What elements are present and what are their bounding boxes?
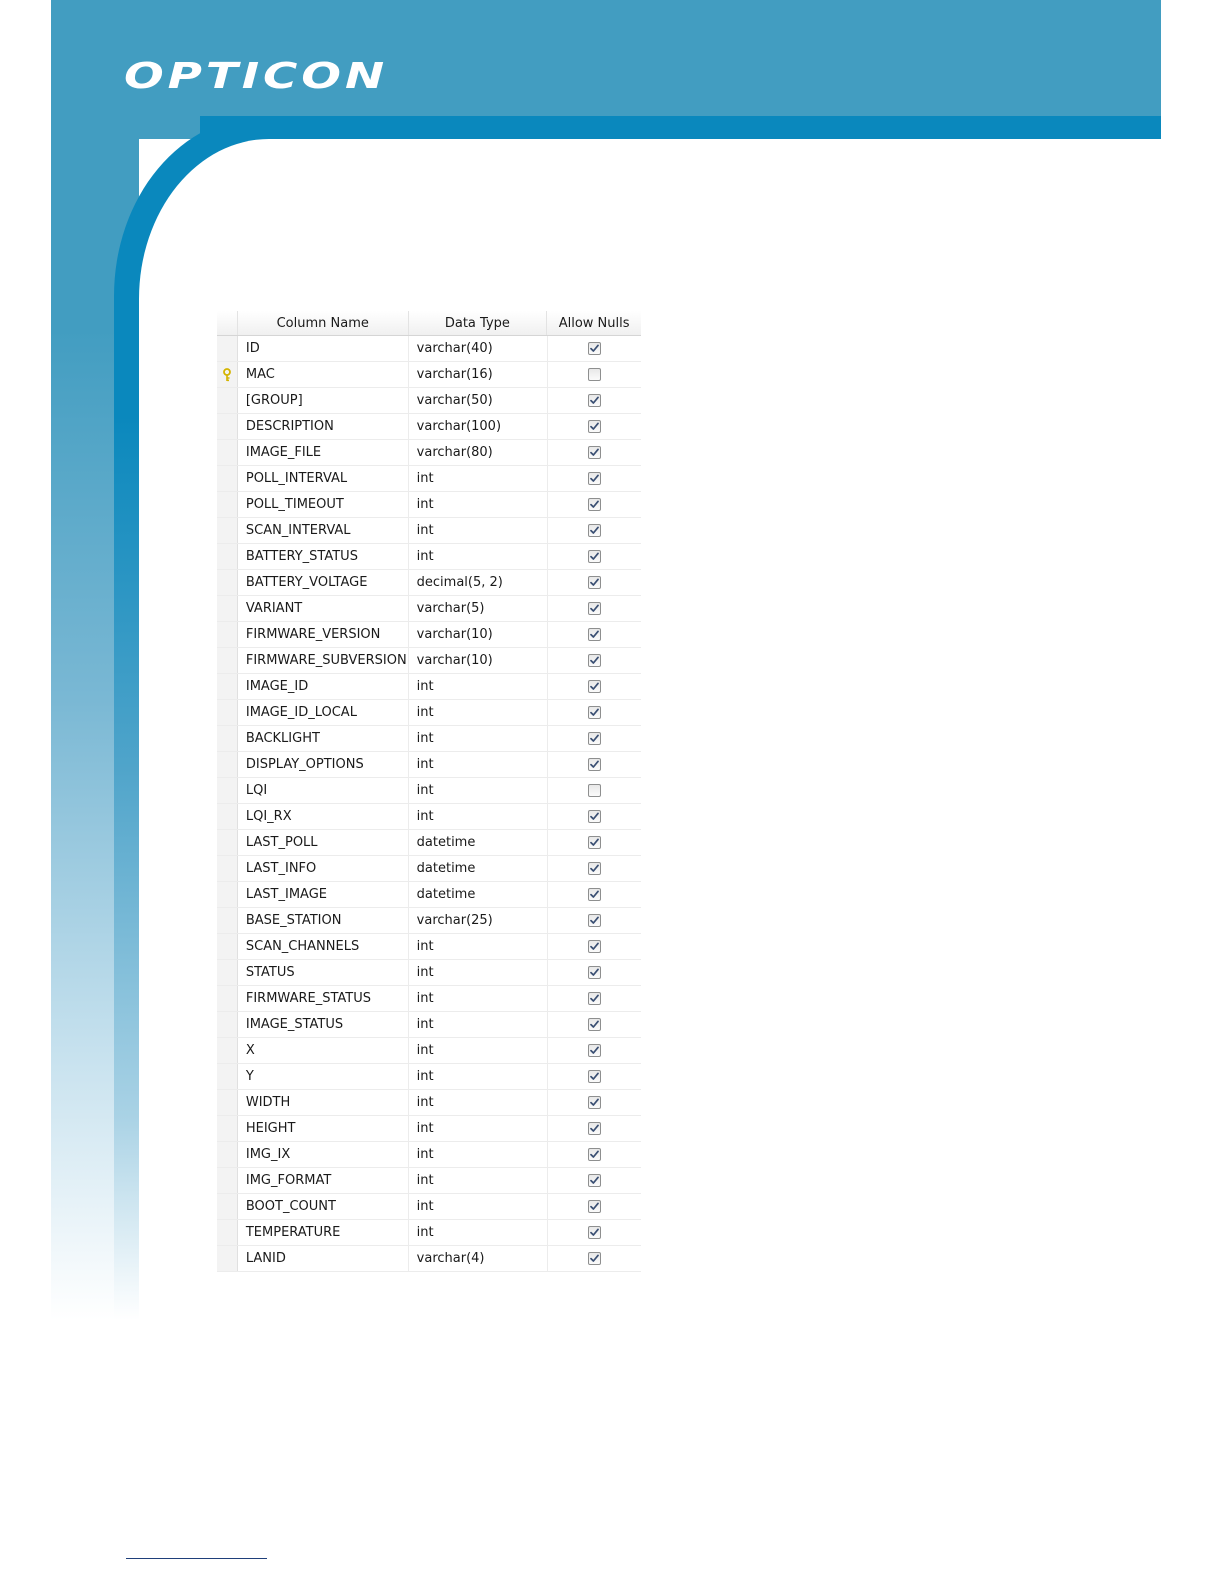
row-selector[interactable] [217,778,238,803]
data-type-cell[interactable]: int [409,1116,548,1141]
check-mark-icon [590,422,599,431]
row-selector[interactable] [217,1168,238,1193]
allow-nulls-checkbox[interactable] [588,1070,601,1083]
table-row[interactable] [217,804,641,830]
allow-nulls-cell [548,1168,641,1193]
data-type-cell[interactable]: int [409,752,548,777]
data-type-cell[interactable]: int [409,986,548,1011]
allow-nulls-cell [548,804,641,829]
table-row[interactable] [217,414,641,440]
check-mark-icon [590,994,599,1003]
column-name-cell[interactable]: LAST_IMAGE [238,882,409,907]
row-selector[interactable] [217,414,238,439]
check-mark-icon [590,526,599,535]
allow-nulls-checkbox[interactable] [588,602,601,615]
allow-nulls-cell [548,882,641,907]
data-type-cell[interactable]: varchar(10) [409,648,548,673]
table-row[interactable] [217,1142,641,1168]
table-row[interactable] [217,570,641,596]
column-name-cell[interactable]: IMG_IX [238,1142,409,1167]
row-selector[interactable] [217,362,238,387]
allow-nulls-cell [548,414,641,439]
check-mark-icon [590,682,599,691]
column-name-cell[interactable]: Y [238,1064,409,1089]
allow-nulls-checkbox[interactable] [588,1226,601,1239]
allow-nulls-checkbox[interactable] [588,446,601,459]
table-row[interactable] [217,492,641,518]
allow-nulls-checkbox[interactable] [588,1044,601,1057]
allow-nulls-checkbox[interactable] [588,784,601,797]
allow-nulls-cell [548,1064,641,1089]
check-mark-icon [590,968,599,977]
row-selector[interactable] [217,752,238,777]
table-row[interactable] [217,466,641,492]
allow-nulls-cell [548,960,641,985]
column-name-cell[interactable]: BATTERY_VOLTAGE [238,570,409,595]
data-type-cell[interactable]: datetime [409,856,548,881]
data-type-cell[interactable]: int [409,1194,548,1219]
column-name-cell[interactable]: IMAGE_FILE [238,440,409,465]
column-name-cell[interactable]: SCAN_INTERVAL [238,518,409,543]
allow-nulls-cell [548,986,641,1011]
row-selector[interactable] [217,934,238,959]
table-row[interactable] [217,362,641,388]
column-name-cell[interactable]: VARIANT [238,596,409,621]
data-type-cell[interactable]: int [409,466,548,491]
check-mark-icon [590,1254,599,1263]
allow-nulls-cell [548,336,641,361]
allow-nulls-checkbox[interactable] [588,472,601,485]
data-type-cell[interactable]: varchar(10) [409,622,548,647]
row-selector[interactable] [217,830,238,855]
allow-nulls-cell [548,648,641,673]
column-name-cell[interactable]: DISPLAY_OPTIONS [238,752,409,777]
row-selector[interactable] [217,440,238,465]
table-row[interactable] [217,388,641,414]
allow-nulls-checkbox[interactable] [588,680,601,693]
data-type-cell[interactable]: varchar(5) [409,596,548,621]
table-row[interactable] [217,1064,641,1090]
data-type-header[interactable]: Data Type [409,311,548,335]
row-selector[interactable] [217,466,238,491]
column-name-cell[interactable]: LQI [238,778,409,803]
check-mark-icon [590,760,599,769]
allow-nulls-checkbox[interactable] [588,940,601,953]
check-mark-icon [590,604,599,613]
allow-nulls-cell [548,362,641,387]
primary-key-icon [222,368,232,382]
row-selector[interactable] [217,1116,238,1141]
allow-nulls-checkbox[interactable] [588,706,601,719]
grid-header [217,311,641,336]
data-type-cell[interactable]: int [409,492,548,517]
table-row[interactable] [217,1090,641,1116]
grid-body [217,336,641,1272]
data-type-cell[interactable]: int [409,544,548,569]
check-mark-icon [590,838,599,847]
check-mark-icon [590,578,599,587]
check-mark-icon [590,656,599,665]
column-name-cell[interactable]: POLL_INTERVAL [238,466,409,491]
allow-nulls-checkbox[interactable] [588,1096,601,1109]
row-selector[interactable] [217,1012,238,1037]
allow-nulls-checkbox[interactable] [588,888,601,901]
header-stripe [200,116,1161,139]
allow-nulls-checkbox[interactable] [588,966,601,979]
allow-nulls-checkbox[interactable] [588,628,601,641]
data-type-cell[interactable]: varchar(50) [409,388,548,413]
data-type-cell[interactable]: int [409,1090,548,1115]
table-row[interactable] [217,336,641,362]
row-selector[interactable] [217,960,238,985]
column-name-cell[interactable]: IMAGE_STATUS [238,1012,409,1037]
table-row[interactable] [217,622,641,648]
allow-nulls-cell [548,1090,641,1115]
allow-nulls-checkbox[interactable] [588,498,601,511]
column-name-header[interactable]: Column Name [238,311,409,335]
data-type-cell[interactable]: int [409,778,548,803]
check-mark-icon [590,890,599,899]
column-name-cell[interactable]: LAST_INFO [238,856,409,881]
allow-nulls-cell [548,934,641,959]
allow-nulls-checkbox[interactable] [588,836,601,849]
data-type-cell[interactable]: varchar(4) [409,1246,548,1271]
table-row[interactable] [217,882,641,908]
column-name-cell[interactable]: [GROUP] [238,388,409,413]
check-mark-icon [590,1150,599,1159]
row-selector[interactable] [217,700,238,725]
column-name-cell[interactable]: X [238,1038,409,1063]
allow-nulls-cell [548,466,641,491]
allow-nulls-checkbox[interactable] [588,1174,601,1187]
table-row[interactable] [217,596,641,622]
header-selector-cell [217,311,238,335]
check-mark-icon [590,1020,599,1029]
allow-nulls-cell [548,1220,641,1245]
row-selector[interactable] [217,1038,238,1063]
check-mark-icon [590,1176,599,1185]
row-selector[interactable] [217,804,238,829]
column-name-cell[interactable]: BACKLIGHT [238,726,409,751]
table-row[interactable] [217,544,641,570]
check-mark-icon [590,474,599,483]
allow-nulls-checkbox[interactable] [588,524,601,537]
column-name-cell[interactable]: IMAGE_ID_LOCAL [238,700,409,725]
table-row[interactable] [217,934,641,960]
data-type-cell[interactable]: datetime [409,882,548,907]
row-selector[interactable] [217,1142,238,1167]
check-mark-icon [590,916,599,925]
row-selector[interactable] [217,1194,238,1219]
row-selector[interactable] [217,622,238,647]
check-mark-icon [590,500,599,509]
allow-nulls-checkbox[interactable] [588,420,601,433]
table-row[interactable] [217,1116,641,1142]
data-type-cell[interactable]: varchar(80) [409,440,548,465]
opticon-logo: OPTICON [124,56,389,97]
check-mark-icon [590,1202,599,1211]
row-selector[interactable] [217,1246,238,1271]
table-row[interactable] [217,726,641,752]
table-row[interactable] [217,674,641,700]
row-selector[interactable] [217,596,238,621]
data-type-cell[interactable]: datetime [409,830,548,855]
allow-nulls-checkbox[interactable] [588,992,601,1005]
column-name-cell[interactable]: BASE_STATION [238,908,409,933]
column-name-cell[interactable]: DESCRIPTION [238,414,409,439]
column-name-cell[interactable]: IMG_FORMAT [238,1168,409,1193]
column-name-cell[interactable]: WIDTH [238,1090,409,1115]
row-selector[interactable] [217,986,238,1011]
table-row[interactable] [217,1012,641,1038]
check-mark-icon [590,396,599,405]
allow-nulls-cell [548,388,641,413]
allow-nulls-cell [548,726,641,751]
table-row[interactable] [217,700,641,726]
row-selector[interactable] [217,648,238,673]
data-type-cell[interactable]: int [409,1038,548,1063]
data-type-cell[interactable]: int [409,1064,548,1089]
column-name-cell[interactable]: POLL_TIMEOUT [238,492,409,517]
check-mark-icon [590,1072,599,1081]
allow-nulls-cell [548,908,641,933]
check-mark-icon [590,552,599,561]
table-row[interactable] [217,960,641,986]
allow-nulls-checkbox[interactable] [588,1252,601,1265]
allow-nulls-checkbox[interactable] [588,550,601,563]
allow-nulls-checkbox[interactable] [588,732,601,745]
allow-nulls-cell [548,570,641,595]
allow-nulls-cell [548,1116,641,1141]
allow-nulls-checkbox[interactable] [588,654,601,667]
table-row[interactable] [217,1168,641,1194]
table-row[interactable] [217,856,641,882]
data-type-cell[interactable]: varchar(40) [409,336,548,361]
table-row[interactable] [217,1194,641,1220]
column-name-cell[interactable]: SCAN_CHANNELS [238,934,409,959]
data-type-cell[interactable]: int [409,700,548,725]
allow-nulls-checkbox[interactable] [588,914,601,927]
table-row[interactable] [217,440,641,466]
table-row[interactable] [217,1038,641,1064]
check-mark-icon [590,1124,599,1133]
check-mark-icon [590,344,599,353]
column-name-cell[interactable]: FIRMWARE_STATUS [238,986,409,1011]
row-selector[interactable] [217,1064,238,1089]
table-row[interactable] [217,752,641,778]
column-name-cell[interactable]: IMAGE_ID [238,674,409,699]
allow-nulls-cell [548,622,641,647]
row-selector[interactable] [217,336,238,361]
allow-nulls-cell [548,1142,641,1167]
check-mark-icon [590,1098,599,1107]
allow-nulls-checkbox[interactable] [588,1018,601,1031]
allow-nulls-checkbox[interactable] [588,862,601,875]
table-row[interactable] [217,778,641,804]
row-selector[interactable] [217,570,238,595]
check-mark-icon [590,630,599,639]
data-type-cell[interactable]: int [409,674,548,699]
allow-nulls-cell [548,492,641,517]
allow-nulls-checkbox[interactable] [588,758,601,771]
check-mark-icon [590,1046,599,1055]
row-selector[interactable] [217,856,238,881]
allow-nulls-cell [548,830,641,855]
row-selector[interactable] [217,388,238,413]
allow-nulls-cell [548,752,641,777]
data-type-cell[interactable]: int [409,960,548,985]
allow-nulls-checkbox[interactable] [588,394,601,407]
data-type-cell[interactable]: varchar(100) [409,414,548,439]
table-row[interactable] [217,1246,641,1272]
data-type-cell[interactable]: varchar(16) [409,362,548,387]
allow-nulls-cell [548,1038,641,1063]
check-mark-icon [590,448,599,457]
table-row[interactable] [217,908,641,934]
data-type-cell[interactable]: int [409,804,548,829]
column-name-cell[interactable]: BATTERY_STATUS [238,544,409,569]
row-selector[interactable] [217,726,238,751]
row-selector[interactable] [217,492,238,517]
row-selector[interactable] [217,1220,238,1245]
column-name-cell[interactable]: FIRMWARE_VERSION [238,622,409,647]
allow-nulls-cell [548,1246,641,1271]
table-row[interactable] [217,830,641,856]
check-mark-icon [590,942,599,951]
allow-nulls-checkbox[interactable] [588,1148,601,1161]
row-selector[interactable] [217,544,238,569]
data-type-cell[interactable]: int [409,934,548,959]
column-name-cell[interactable]: LQI_RX [238,804,409,829]
column-name-cell[interactable]: ID [238,336,409,361]
column-name-cell[interactable]: LAST_POLL [238,830,409,855]
table-row[interactable] [217,986,641,1012]
allow-nulls-cell [548,700,641,725]
footer-rule [126,1558,267,1559]
data-type-cell[interactable]: int [409,1220,548,1245]
allow-nulls-header[interactable]: Allow Nulls [558,315,630,331]
check-mark-icon [590,1228,599,1237]
allow-nulls-cell [548,856,641,881]
allow-nulls-cell [548,674,641,699]
allow-nulls-cell [548,596,641,621]
column-name-cell[interactable]: LANID [238,1246,409,1271]
allow-nulls-checkbox[interactable] [588,368,601,381]
column-name-cell[interactable]: FIRMWARE_SUBVERSION [238,648,409,673]
column-name-cell[interactable]: STATUS [238,960,409,985]
row-selector[interactable] [217,882,238,907]
row-selector[interactable] [217,518,238,543]
allow-nulls-cell [548,440,641,465]
row-selector[interactable] [217,908,238,933]
data-type-cell[interactable]: int [409,1012,548,1037]
allow-nulls-cell [548,544,641,569]
allow-nulls-cell [548,1012,641,1037]
allow-nulls-checkbox[interactable] [588,1122,601,1135]
check-mark-icon [590,864,599,873]
column-name-cell[interactable]: TEMPERATURE [238,1220,409,1245]
table-row[interactable] [217,648,641,674]
data-type-cell[interactable]: varchar(25) [409,908,548,933]
row-selector[interactable] [217,1090,238,1115]
check-mark-icon [590,734,599,743]
column-name-cell[interactable]: MAC [238,362,409,387]
column-name-cell[interactable]: BOOT_COUNT [238,1194,409,1219]
column-name-cell[interactable]: HEIGHT [238,1116,409,1141]
allow-nulls-checkbox[interactable] [588,342,601,355]
data-type-cell[interactable]: int [409,726,548,751]
check-mark-icon [590,708,599,717]
allow-nulls-checkbox[interactable] [588,576,601,589]
allow-nulls-checkbox[interactable] [588,1200,601,1213]
allow-nulls-checkbox[interactable] [588,810,601,823]
allow-nulls-cell [548,1194,641,1219]
data-type-cell[interactable]: int [409,1168,548,1193]
allow-nulls-cell [548,518,641,543]
row-selector[interactable] [217,674,238,699]
table-row[interactable] [217,1220,641,1246]
data-type-cell[interactable]: int [409,1142,548,1167]
data-type-cell[interactable]: int [409,518,548,543]
table-design-grid [217,311,641,1272]
allow-nulls-cell [548,778,641,803]
check-mark-icon [590,812,599,821]
table-row[interactable] [217,518,641,544]
data-type-cell[interactable]: decimal(5, 2) [409,570,548,595]
